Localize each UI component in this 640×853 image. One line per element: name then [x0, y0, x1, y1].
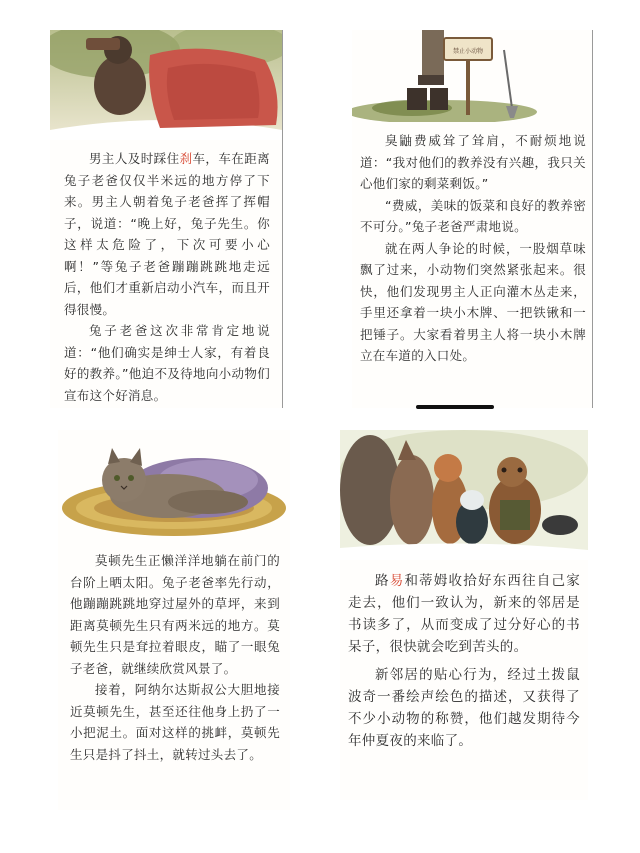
- cat-on-rug-illustration: [58, 430, 290, 540]
- page-panel-2: [352, 30, 592, 408]
- page-panel-4: [340, 430, 588, 800]
- paragraph-3-2: 接着，阿纳尔达斯叔公大胆地接近莫顿先生，甚至还往他身上扔了一小把泥土。面对这样的挑衅，莫顿先生只是抖了抖土，就转过头去了。: [70, 682, 280, 762]
- scroll-indicator[interactable]: [416, 405, 494, 409]
- paragraph-3-1: 莫顿先生正懒洋洋地躺在前门的台阶上晒太阳。兔子老爸率先行动，他蹦蹦跳跳地穿过屋外的草坪，来到距离莫顿先生只有两米远的地方。莫顿先生只是耷拉着眼皮，瞄了一眼兔子老爸，就继续欣赏风景了。: [70, 553, 280, 676]
- highlighted-char: 刹: [179, 151, 193, 166]
- paragraph-2-1: 臭鼬费威耸了耸肩，不耐烦地说道：“我对他们的教养没有兴趣，我只关心他们家的剩菜剩饭。”: [360, 133, 586, 191]
- panel-2-edge-divider: [592, 30, 593, 408]
- sign-illustration: [352, 30, 592, 122]
- paragraph-2-3: 就在两人争论的时候，一股烟草味飘了过来，小动物们突然紧张起来。很快，他们发现男主人正向灌木丛走来，手里还拿着一块小木牌、一把铁锹和一把锤子。大家看着男主人将一块小木牌立在车道的入口处。: [360, 240, 586, 363]
- sign-text: 禁止小动物: [452, 48, 484, 55]
- highlighted-char: 易: [389, 573, 405, 589]
- page-panel-3: [58, 430, 290, 810]
- paragraph-1-2: 兔子老爸这次非常肯定地说道：“他们确实是绅士人家，有着良好的教养。”他迫不及待地向小动物们宣布这个好消息。: [64, 323, 270, 403]
- paragraph-2-2: “费威，美味的饭菜和良好的教养密不可分。”兔子老爸严肃地说。: [360, 197, 586, 234]
- paragraph-1-1: 男主人及时踩住刹车，车在距离兔子老爸仅仅半米远的地方停了下来。男主人朝着兔子老爸挥了挥帽子，说道：“晚上好，兔子先生。你这样太危险了，下次可要小心啊！”等兔子老爸蹦蹦跳跳地走远后，他们才重新启动小汽车，而且开得很慢。: [64, 151, 270, 317]
- car-illustration: [50, 30, 282, 140]
- page-panel-1: [50, 30, 282, 408]
- paragraph-4-1: 路易和蒂姆收拾好东西往自己家走去，他们一致认为，新来的邻居是书读多了，从而变成了过分好心的书呆子，很快就会吃到苦头的。: [348, 573, 580, 655]
- panel-1-edge-divider: [282, 30, 283, 408]
- animals-group-illustration: [340, 430, 588, 560]
- paragraph-4-2: 新邻居的贴心行为，经过土拨鼠波奇一番绘声绘色的描述，又获得了不少小动物的称赞，他们越发期待今年仲夏夜的来临了。: [348, 667, 580, 749]
